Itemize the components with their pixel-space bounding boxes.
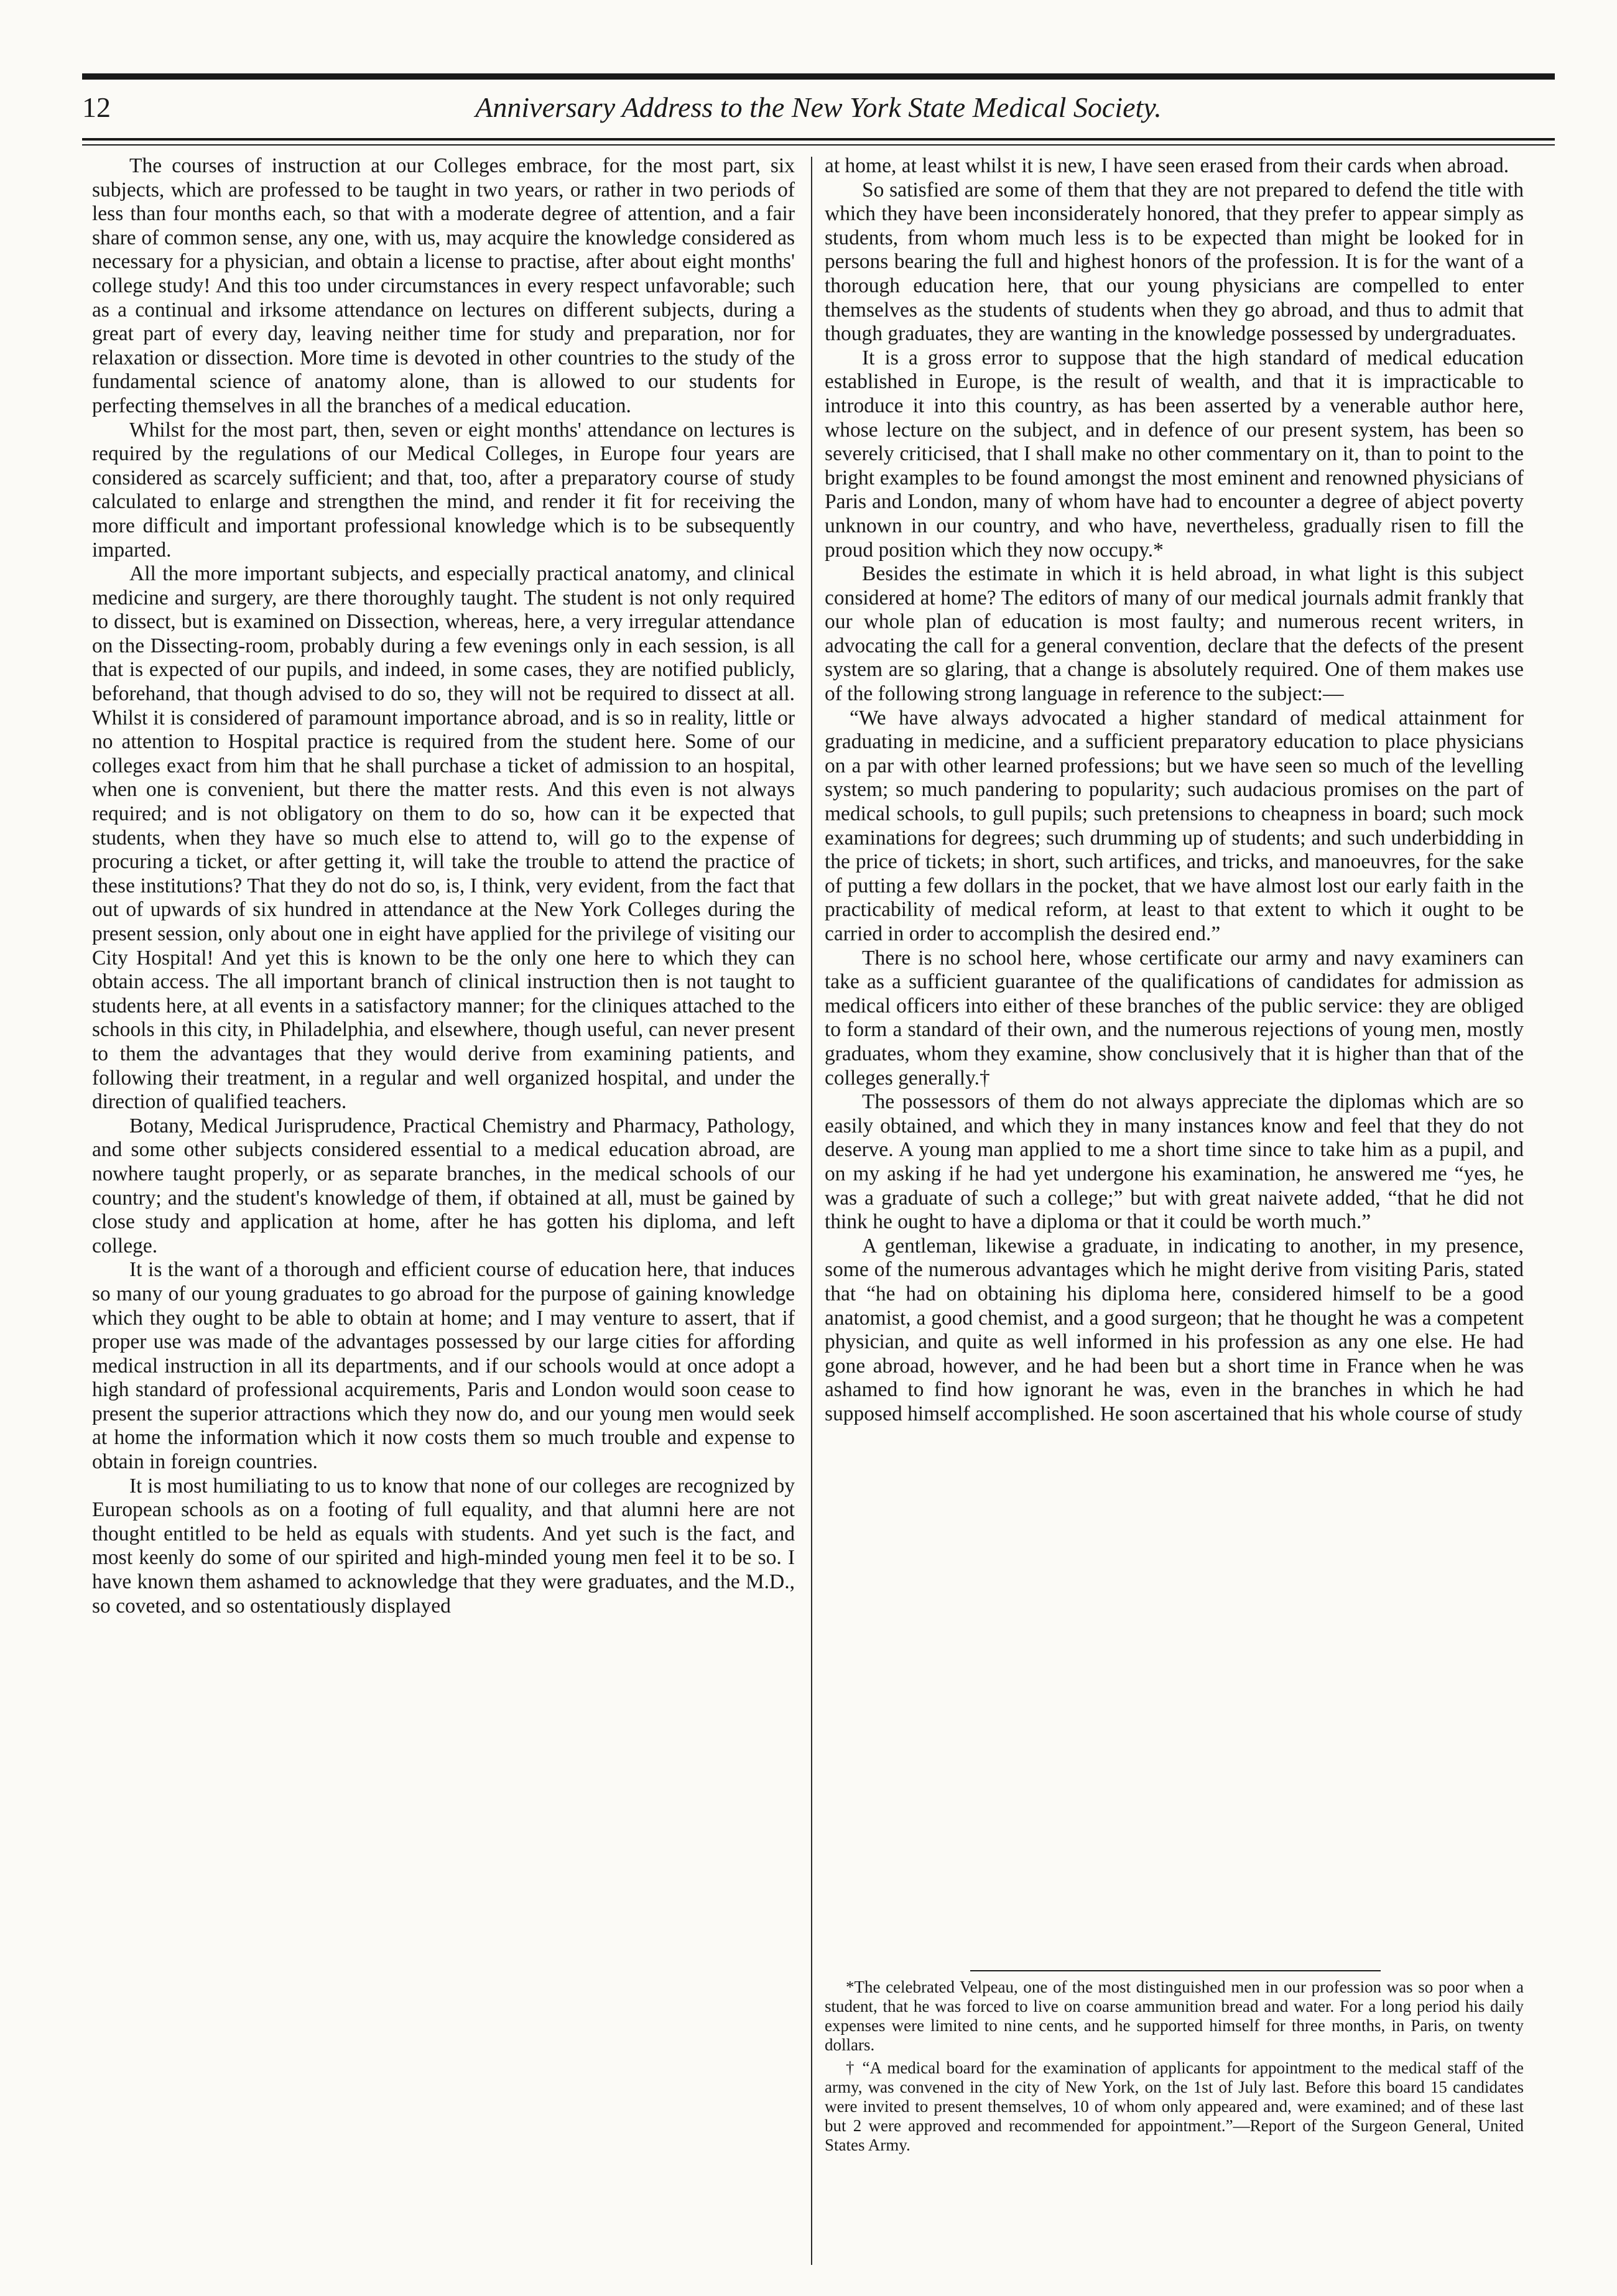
header-rule-thin [82,144,1555,146]
paragraph: There is no school here, whose certificate our army and navy examiners can take as a sufficient guarantee of the qualifications of candidates for admission as medical officers into either of these branches of the public service: they are obliged to form a standard of their own, and the numerous rejections of young men, mostly graduates, whom they examine, show conclusively that it is higher than that of the colleges generally.† [825,946,1524,1090]
left-column [92,154,795,1618]
paragraph: So satisfied are some of them that they are not prepared to defend the title with which they have been inconsiderately honored, that they prefer to appear simply as students, from whom much less is to be expected than might be looked for in persons bearing the full and highest honors of the profession. It is for the want of a thorough education here, that our young physicians are compelled to enter themselves as the students of students when they go abroad, and thus to admit that though graduates, they are wanting in the knowledge possessed by undergraduates. [825,178,1524,346]
paragraph: It is most humiliating to us to know that none of our colleges are recognized by European schools as on a footing of full equality, and that alumni here are not thought entitled to be held as equals with students. And yet such is the fact, and most keenly do some of our spirited and high-minded young men feel it to be so. I have known them ashamed to acknowledge that they were graduates, and the M.D., so coveted, and so ostentatiously displayed [92,1474,795,1618]
quotation: “We have always advocated a higher standard of medical attainment for graduating in medicine, and a sufficient preparatory education to place physicians on a par with other learned professions; but we have seen so much of the levelling system; so much pandering to popularity; such audacious promises on the part of medical schools, to gull pupils; such pretensions to cheapness in board; such mock examinations for degrees; such drumming up of students; and such underbidding in the price of tickets; in short, such artifices, and tricks, and manoeuvres, for the sake of putting a few dollars in the pocket, that we have almost lost our early faith in the practicability of medical reform, at least to that extent to which it ought to be carried in order to accomplish the desired end.” [825,706,1524,945]
column-divider [811,157,812,2265]
footnotes [825,1978,1524,2159]
paragraph: Botany, Medical Jurisprudence, Practical Chemistry and Pharmacy, Pathology, and some other subjects considered essential to a medical education abroad, are nowhere taught properly, or as separate branches, in the medical schools of our country; and the student's knowledge of them, if obtained at all, must be gained by close study and application at home, after he has gotten his diploma, and left college. [92,1114,795,1257]
paragraph: at home, at least whilst it is new, I have seen erased from their cards when abroad. [825,154,1509,177]
paragraph: The possessors of them do not always appreciate the diplomas which are so easily obtained, and which they in many instances know and feel that they do not deserve. A young man applied to me a short time since to take him as a pupil, and on my asking if he had yet undergone his examination, he answered me “yes, he was a graduate of such a college;” but with great naivete added, “that he did not think he ought to have a diploma or that it could be worth much.” [825,1090,1524,1234]
footnote-rule [970,1970,1381,1971]
paragraph: The courses of instruction at our Colleges embrace, for the most part, six subjects, which are professed to be taught in two years, or rather in two periods of less than four months each, so that with a moderate degree of attention, and a fair share of common sense, any one, with us, may acquire the knowledge considered as necessary for a physician, and obtain a license to practise, after about eight months' college study! And this too under circumstances in every respect unfavorable; such as a continual and irksome attendance on lectures on different subjects, during a great part of every day, leaving neither time for study and preparation, nor for relaxation or dissection. More time is devoted in other countries to the study of the fundamental science of anatomy alone, than is allowed to our students for perfecting themselves in all the branches of a medical education. [92,154,795,417]
running-title: Anniversary Address to the New York State Medical Society. [475,91,1162,123]
page-number: 12 [82,91,111,123]
running-head [82,91,1555,134]
top-rule [82,73,1555,80]
paragraph: Whilst for the most part, then, seven or eight months' attendance on lectures is required by the regulations of our Medical Colleges, in Europe four years are considered as scarcely sufficient; and that, too, after a preparatory course of study calculated to enlarge and strengthen the mind, and render it fit for receiving the more difficult and important professional knowledge which is to be subsequently imparted. [92,418,795,562]
footnote: † “A medical board for the examination of applicants for appointment to the medical staff of the army, was convened in the city of New York, on the 1st of July last. Before this board 15 candidates were invited to present themselves, 10 of whom only appeared and, were examined; and of these last but 2 were approved and recommended for appointment.”—Report of the Surgeon General, United States Army. [825,2058,1524,2154]
header-rule [82,138,1555,141]
paragraph: Besides the estimate in which it is held abroad, in what light is this subject considered at home? The editors of many of our medical journals admit frankly that our whole plan of education is most faulty; and numerous recent writers, in advocating the call for a general convention, declare that the defects of the present system are so glaring, that a change is absolutely required. One of them makes use of the following strong language in reference to the subject:— [825,562,1524,706]
paragraph: It is a gross error to suppose that the high standard of medical education established in Europe, is the result of wealth, and that it is impracticable to introduce it into this country, as has been asserted by a venerable author here, whose lecture on the subject, and in defence of our present system, has been so severely criticised, that I shall make no other commentary on it, than to point to the bright examples to be found amongst the most eminent and renowned physicians of Paris and London, many of whom have had to encounter a degree of abject poverty unknown in our country, and who have, nevertheless, gradually risen to fill the proud position which they now occupy.* [825,346,1524,562]
footnote: *The celebrated Velpeau, one of the most distinguished men in our profession was so poor when a student, that he was forced to live on coarse ammunition bread and water. For a long period his daily expenses were limited to nine cents, and he supported himself for three months, in Paris, on twenty dollars. [825,1978,1524,2054]
paragraph: It is the want of a thorough and efficient course of education here, that induces so many of our young graduates to go abroad for the purpose of gaining knowledge which they ought to be able to obtain at home; and I may venture to assert, that if proper use was made of the advantages possessed by our large cities for affording medical instruction in all its departments, and if our schools would at once adopt a high standard of professional acquirements, Paris and London would soon cease to present the superior attractions which they now do, and our young men would seek at home the information which it now costs them so much trouble and expense to obtain in foreign countries. [92,1258,795,1474]
paragraph: A gentleman, likewise a graduate, in indicating to another, in my presence, some of the numerous advantages which he might derive from visiting Paris, stated that “he had on obtaining his diploma here, considered himself to be a good anatomist, a good chemist, and a good surgeon; that he thought he was a competent physician, and quite as well informed in his profession as any one else. He had gone abroad, however, and he had been but a short time in France when he was ashamed to find how ignorant he was, even in the branches in which he had supposed himself accomplished. He soon ascertained that his whole course of study [825,1234,1524,1425]
right-column [825,154,1524,1426]
paragraph: All the more important subjects, and especially practical anatomy, and clinical medicine and surgery, are there thoroughly taught. The student is not only required to dissect, but is examined on Dissection, whereas, here, a very irregular attendance on the Dissecting-room, probably during a few evenings only in each session, is all that is expected of our pupils, and indeed, in some cases, they are notified publicly, beforehand, that though advised to do so, they will not be required to dissect at all. Whilst it is considered of paramount importance abroad, and is so in reality, little or no attention to Hospital practice is required from the student here. Some of our colleges exact from him that he shall purchase a ticket of admission to an hospital, when one is convenient, but there the matter rests. And this even is not always required; and is not obligatory on them to do so, how can it be expected that students, when they have so much else to attend to, will go to the expense of procuring a ticket, or after getting it, will take the trouble to attend the practice of these institutions? That they do not do so, is, I think, very evident, from the fact that out of upwards of six hundred in attendance at the New York Colleges during the present session, only about one in eight have applied for the privilege of visiting our City Hospital! And yet this is known to be the only one here to which they can obtain access. The all important branch of clinical instruction then is not taught to students here, at all events in a satisfactory manner; for the cliniques attached to the schools in this city, in Philadelphia, and elsewhere, though useful, can never present to them the advantages that they would derive from examining patients, and following their treatment, in a regular and well organized hospital, and under the direction of qualified teachers. [92,562,795,1114]
